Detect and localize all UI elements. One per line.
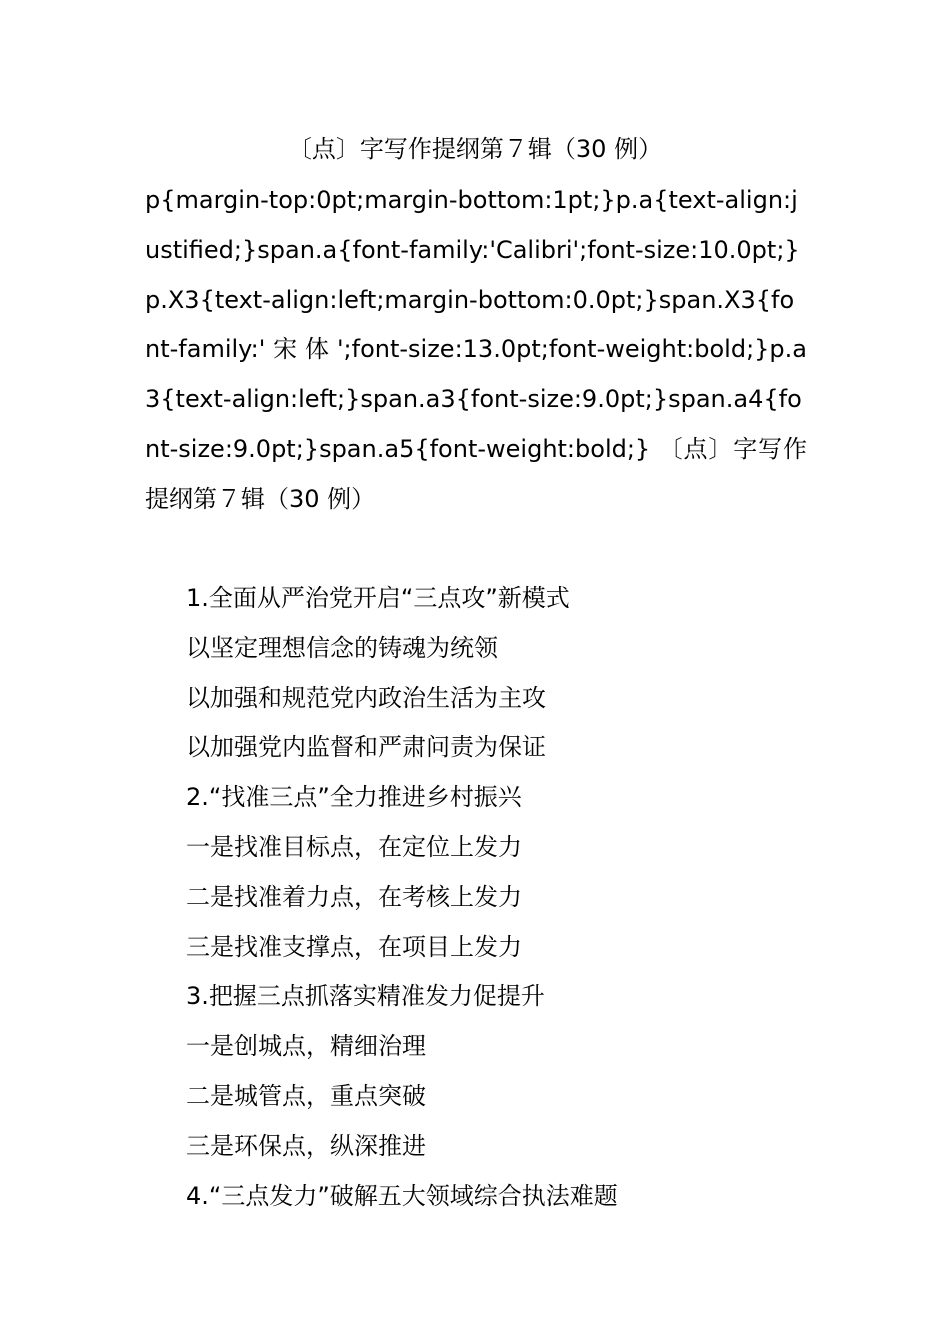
outline-line: 以加强和规范党内政治生活为主攻: [186, 683, 546, 712]
outline-line: 一是找准目标点，在定位上发力: [186, 832, 522, 861]
outline-heading-3: 3.把握三点抓落实精准发力促提升: [186, 982, 545, 1011]
outline-line: 三是环保点，纵深推进: [186, 1131, 426, 1160]
outline-line: 一是创城点，精细治理: [186, 1032, 426, 1061]
outline-line: 二是找准着力点，在考核上发力: [186, 882, 522, 911]
outline-heading-4: 4.“三点发力”破解五大领域综合执法难题: [186, 1181, 618, 1210]
outline-heading-2: 2.“找准三点”全力推进乡村振兴: [186, 783, 522, 812]
outline-line: 以加强党内监督和严肃问责为保证: [186, 733, 546, 762]
outline-line: 二是城管点，重点突破: [186, 1081, 426, 1110]
document-title: 〔点〕字写作提纲第７辑（30 例）: [287, 135, 663, 163]
css-text-paragraph: p{margin-top:0pt;margin-bottom:1pt;}p.a{text-align:justified;}span.a{font-family:'Calibri';font-size:10.0pt;}p.X3{text-align:left;margin-bottom:0.0pt;}span.X3{font-family:' 宋 体 ';font-size:13.0pt;font-weight:bold;}p.a3{text-align:left;}span.a3{font-size:9.0pt;}span.a4{font-size:9.0pt;}span.a5{font-weight:bold;} 〔点〕字写作提纲第７辑（30 例）: [145, 186, 807, 513]
outline-line: 三是找准支撑点，在项目上发力: [186, 932, 522, 961]
outline-line: 以坚定理想信念的铸魂为统领: [186, 633, 498, 662]
outline-heading-1: 1.全面从严治党开启“三点攻”新模式: [186, 584, 570, 612]
outline-list: [186, 574, 826, 1221]
